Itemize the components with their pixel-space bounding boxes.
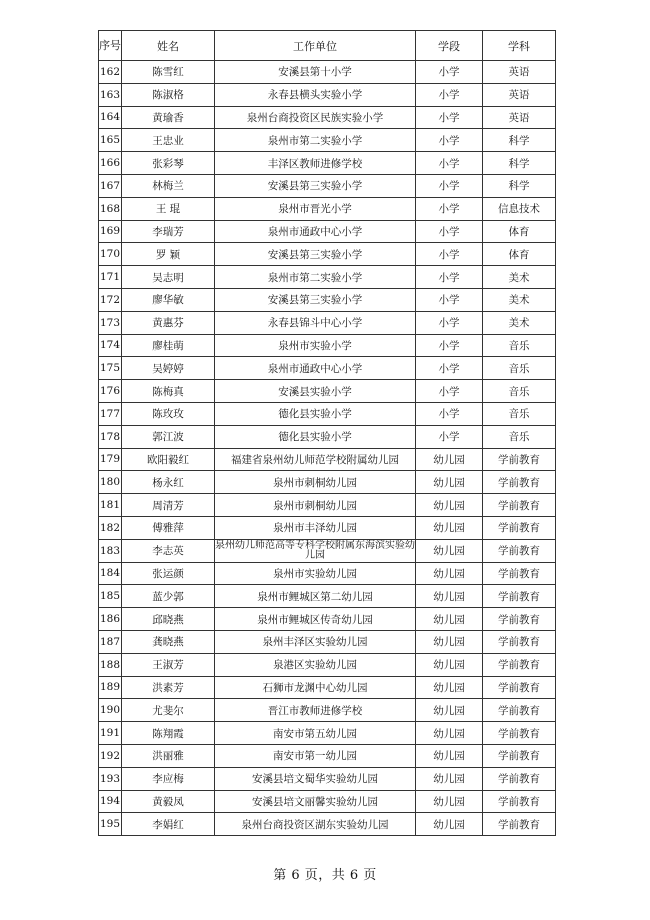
cell-subject: 学前教育 <box>483 608 556 631</box>
table-row <box>99 699 556 722</box>
cell-unit: 泉州台商投资区民族实验小学 <box>215 106 416 129</box>
cell-name: 黄瑜香 <box>122 106 215 129</box>
table-row <box>99 516 556 539</box>
cell-subject: 学前教育 <box>483 494 556 517</box>
cell-name: 杨永红 <box>122 471 215 494</box>
cell-subject: 信息技术 <box>483 197 556 220</box>
cell-stage: 小学 <box>416 197 483 220</box>
cell-unit: 安溪县第三实验小学 <box>215 174 416 197</box>
cell-no: 191 <box>99 722 122 745</box>
cell-stage: 小学 <box>416 334 483 357</box>
cell-stage: 幼儿园 <box>416 699 483 722</box>
cell-name: 陈翔霞 <box>122 722 215 745</box>
cell-unit: 永春县锦斗中心小学 <box>215 311 416 334</box>
cell-subject: 学前教育 <box>483 516 556 539</box>
cell-name: 廖桂萌 <box>122 334 215 357</box>
cell-unit: 泉州市第二实验小学 <box>215 129 416 152</box>
table-header-row <box>99 31 556 61</box>
cell-no: 188 <box>99 653 122 676</box>
cell-unit: 南安市第一幼儿园 <box>215 744 416 767</box>
cell-stage: 幼儿园 <box>416 767 483 790</box>
cell-no: 195 <box>99 813 122 836</box>
cell-subject: 学前教育 <box>483 585 556 608</box>
cell-unit: 泉州丰泽区实验幼儿园 <box>215 630 416 653</box>
header-unit: 工作单位 <box>215 31 416 61</box>
cell-unit: 永春县横头实验小学 <box>215 83 416 106</box>
cell-name: 蓝少郭 <box>122 585 215 608</box>
cell-no: 192 <box>99 744 122 767</box>
cell-stage: 小学 <box>416 83 483 106</box>
cell-name: 陈玫玫 <box>122 402 215 425</box>
cell-stage: 幼儿园 <box>416 630 483 653</box>
cell-no: 186 <box>99 608 122 631</box>
cell-no: 163 <box>99 83 122 106</box>
cell-name: 李瑞芳 <box>122 220 215 243</box>
cell-unit: 泉州幼儿师范高等专科学校附属东海滨实验幼儿园 <box>215 539 415 561</box>
cell-no: 177 <box>99 402 122 425</box>
cell-no: 168 <box>99 197 122 220</box>
cell-no: 173 <box>99 311 122 334</box>
cell-subject: 学前教育 <box>483 653 556 676</box>
cell-stage: 小学 <box>416 174 483 197</box>
page-footer: 第 6 页，共 6 页 <box>273 868 377 883</box>
cell-subject: 学前教育 <box>483 539 556 562</box>
table-row <box>99 448 556 471</box>
cell-stage: 幼儿园 <box>416 813 483 836</box>
cell-stage: 幼儿园 <box>416 494 483 517</box>
cell-subject: 学前教育 <box>483 630 556 653</box>
cell-subject: 美术 <box>483 311 556 334</box>
cell-subject: 英语 <box>483 106 556 129</box>
table-row <box>99 539 556 562</box>
cell-name: 罗 颖 <box>122 243 215 266</box>
cell-unit: 泉州市鲤城区传奇幼儿园 <box>215 608 416 631</box>
cell-unit: 安溪县培文丽馨实验幼儿园 <box>215 790 416 813</box>
cell-no: 182 <box>99 516 122 539</box>
cell-name: 陈淑格 <box>122 83 215 106</box>
table-row <box>99 630 556 653</box>
cell-subject: 音乐 <box>483 357 556 380</box>
cell-name: 王 琨 <box>122 197 215 220</box>
cell-no: 169 <box>99 220 122 243</box>
table-row <box>99 152 556 175</box>
cell-stage: 幼儿园 <box>416 608 483 631</box>
cell-unit: 德化县实验小学 <box>215 402 416 425</box>
cell-unit: 泉州市刺桐幼儿园 <box>215 494 416 517</box>
cell-subject: 学前教育 <box>483 722 556 745</box>
cell-name: 张运颜 <box>122 562 215 585</box>
table-row <box>99 585 556 608</box>
cell-subject: 学前教育 <box>483 767 556 790</box>
cell-stage: 幼儿园 <box>416 539 483 562</box>
cell-name: 周清芳 <box>122 494 215 517</box>
cell-stage: 幼儿园 <box>416 653 483 676</box>
cell-name: 李应梅 <box>122 767 215 790</box>
cell-name: 李志英 <box>122 539 215 562</box>
cell-stage: 幼儿园 <box>416 516 483 539</box>
cell-name: 吴志明 <box>122 266 215 289</box>
cell-unit: 南安市第五幼儿园 <box>215 722 416 745</box>
cell-subject: 音乐 <box>483 402 556 425</box>
cell-unit: 石狮市龙渊中心幼儿园 <box>215 676 416 699</box>
cell-stage: 幼儿园 <box>416 722 483 745</box>
cell-name: 陈雪红 <box>122 61 215 84</box>
cell-subject: 科学 <box>483 174 556 197</box>
cell-no: 190 <box>99 699 122 722</box>
table-row <box>99 197 556 220</box>
cell-unit: 泉州市丰泽幼儿园 <box>215 516 416 539</box>
cell-stage: 小学 <box>416 61 483 84</box>
cell-no: 162 <box>99 61 122 84</box>
table-row <box>99 494 556 517</box>
cell-stage: 小学 <box>416 402 483 425</box>
table-row <box>99 106 556 129</box>
cell-unit: 泉州市实验幼儿园 <box>215 562 416 585</box>
cell-no: 178 <box>99 425 122 448</box>
cell-subject: 学前教育 <box>483 744 556 767</box>
cell-unit: 德化县实验小学 <box>215 425 416 448</box>
cell-no: 171 <box>99 266 122 289</box>
cell-subject: 学前教育 <box>483 676 556 699</box>
cell-no: 183 <box>99 539 122 562</box>
cell-stage: 幼儿园 <box>416 585 483 608</box>
table-row <box>99 813 556 836</box>
cell-stage: 小学 <box>416 311 483 334</box>
cell-subject: 科学 <box>483 129 556 152</box>
header-name: 姓名 <box>122 31 215 61</box>
cell-stage: 小学 <box>416 425 483 448</box>
cell-unit: 晋江市教师进修学校 <box>215 699 416 722</box>
cell-name: 廖华敏 <box>122 288 215 311</box>
header-no: 序号 <box>99 31 122 61</box>
cell-name: 龚晓燕 <box>122 630 215 653</box>
cell-name: 林梅兰 <box>122 174 215 197</box>
cell-stage: 幼儿园 <box>416 562 483 585</box>
cell-no: 187 <box>99 630 122 653</box>
cell-subject: 音乐 <box>483 334 556 357</box>
cell-name: 洪素芳 <box>122 676 215 699</box>
cell-name: 郭江波 <box>122 425 215 448</box>
cell-name: 尤斐尔 <box>122 699 215 722</box>
table-row <box>99 61 556 84</box>
cell-subject: 学前教育 <box>483 448 556 471</box>
table-row <box>99 129 556 152</box>
cell-name: 傅雅萍 <box>122 516 215 539</box>
cell-no: 174 <box>99 334 122 357</box>
teacher-list-table <box>98 30 556 836</box>
cell-no: 167 <box>99 174 122 197</box>
table-body <box>99 61 556 836</box>
cell-stage: 小学 <box>416 243 483 266</box>
cell-no: 164 <box>99 106 122 129</box>
table-row <box>99 402 556 425</box>
cell-no: 170 <box>99 243 122 266</box>
cell-stage: 幼儿园 <box>416 790 483 813</box>
table-row <box>99 380 556 403</box>
cell-no: 194 <box>99 790 122 813</box>
cell-subject: 学前教育 <box>483 790 556 813</box>
cell-unit: 安溪县培文蜀华实验幼儿园 <box>215 767 416 790</box>
table-row <box>99 288 556 311</box>
cell-subject: 音乐 <box>483 425 556 448</box>
cell-subject: 英语 <box>483 61 556 84</box>
header-stage: 学段 <box>416 31 483 61</box>
cell-no: 166 <box>99 152 122 175</box>
cell-no: 180 <box>99 471 122 494</box>
cell-no: 181 <box>99 494 122 517</box>
cell-stage: 幼儿园 <box>416 744 483 767</box>
table-row <box>99 562 556 585</box>
table-row <box>99 653 556 676</box>
cell-subject: 音乐 <box>483 380 556 403</box>
table-row <box>99 334 556 357</box>
table-row <box>99 790 556 813</box>
cell-subject: 美术 <box>483 288 556 311</box>
cell-subject: 科学 <box>483 152 556 175</box>
cell-stage: 幼儿园 <box>416 676 483 699</box>
cell-subject: 学前教育 <box>483 699 556 722</box>
cell-name: 吴婷婷 <box>122 357 215 380</box>
cell-unit: 安溪县第十小学 <box>215 61 416 84</box>
cell-name: 张彩琴 <box>122 152 215 175</box>
cell-unit: 泉州市通政中心小学 <box>215 220 416 243</box>
cell-no: 185 <box>99 585 122 608</box>
cell-unit: 福建省泉州幼儿师范学校附属幼儿园 <box>215 448 416 471</box>
table-row <box>99 744 556 767</box>
cell-name: 李娟红 <box>122 813 215 836</box>
cell-no: 179 <box>99 448 122 471</box>
cell-name: 陈梅真 <box>122 380 215 403</box>
cell-name: 王忠业 <box>122 129 215 152</box>
cell-stage: 小学 <box>416 288 483 311</box>
cell-name: 邱晓燕 <box>122 608 215 631</box>
cell-no: 175 <box>99 357 122 380</box>
cell-subject: 体育 <box>483 243 556 266</box>
cell-stage: 小学 <box>416 152 483 175</box>
cell-unit: 安溪县第三实验小学 <box>215 243 416 266</box>
table-row <box>99 83 556 106</box>
cell-unit: 泉港区实验幼儿园 <box>215 653 416 676</box>
cell-unit: 丰泽区教师进修学校 <box>215 152 416 175</box>
cell-unit: 泉州市鲤城区第二幼儿园 <box>215 585 416 608</box>
cell-name: 洪丽雅 <box>122 744 215 767</box>
cell-subject: 体育 <box>483 220 556 243</box>
cell-no: 189 <box>99 676 122 699</box>
cell-stage: 小学 <box>416 129 483 152</box>
cell-stage: 幼儿园 <box>416 448 483 471</box>
cell-no: 193 <box>99 767 122 790</box>
cell-unit: 泉州市通政中心小学 <box>215 357 416 380</box>
cell-unit: 泉州市刺桐幼儿园 <box>215 471 416 494</box>
cell-stage: 幼儿园 <box>416 471 483 494</box>
table-row <box>99 357 556 380</box>
table-row <box>99 767 556 790</box>
cell-no: 165 <box>99 129 122 152</box>
cell-name: 王淑芳 <box>122 653 215 676</box>
table-row <box>99 311 556 334</box>
cell-unit: 泉州市实验小学 <box>215 334 416 357</box>
cell-unit: 泉州市晋光小学 <box>215 197 416 220</box>
table-row <box>99 174 556 197</box>
table-row <box>99 676 556 699</box>
table-row <box>99 471 556 494</box>
cell-subject: 学前教育 <box>483 813 556 836</box>
cell-subject: 英语 <box>483 83 556 106</box>
cell-stage: 小学 <box>416 357 483 380</box>
header-subject: 学科 <box>483 31 556 61</box>
cell-unit: 安溪县实验小学 <box>215 380 416 403</box>
cell-subject: 学前教育 <box>483 471 556 494</box>
cell-no: 176 <box>99 380 122 403</box>
cell-unit: 泉州台商投资区湖东实验幼儿园 <box>215 813 416 836</box>
table-row <box>99 220 556 243</box>
table-row <box>99 722 556 745</box>
cell-stage: 小学 <box>416 266 483 289</box>
cell-stage: 小学 <box>416 220 483 243</box>
cell-name: 欧阳毅红 <box>122 448 215 471</box>
cell-unit: 泉州市第二实验小学 <box>215 266 416 289</box>
table-row <box>99 608 556 631</box>
cell-subject: 美术 <box>483 266 556 289</box>
cell-name: 黄毅凤 <box>122 790 215 813</box>
cell-stage: 小学 <box>416 106 483 129</box>
table-row <box>99 425 556 448</box>
cell-name: 黄惠芬 <box>122 311 215 334</box>
cell-no: 172 <box>99 288 122 311</box>
table-row <box>99 243 556 266</box>
cell-no: 184 <box>99 562 122 585</box>
table-row <box>99 266 556 289</box>
cell-stage: 小学 <box>416 380 483 403</box>
cell-unit: 安溪县第三实验小学 <box>215 288 416 311</box>
cell-subject: 学前教育 <box>483 562 556 585</box>
